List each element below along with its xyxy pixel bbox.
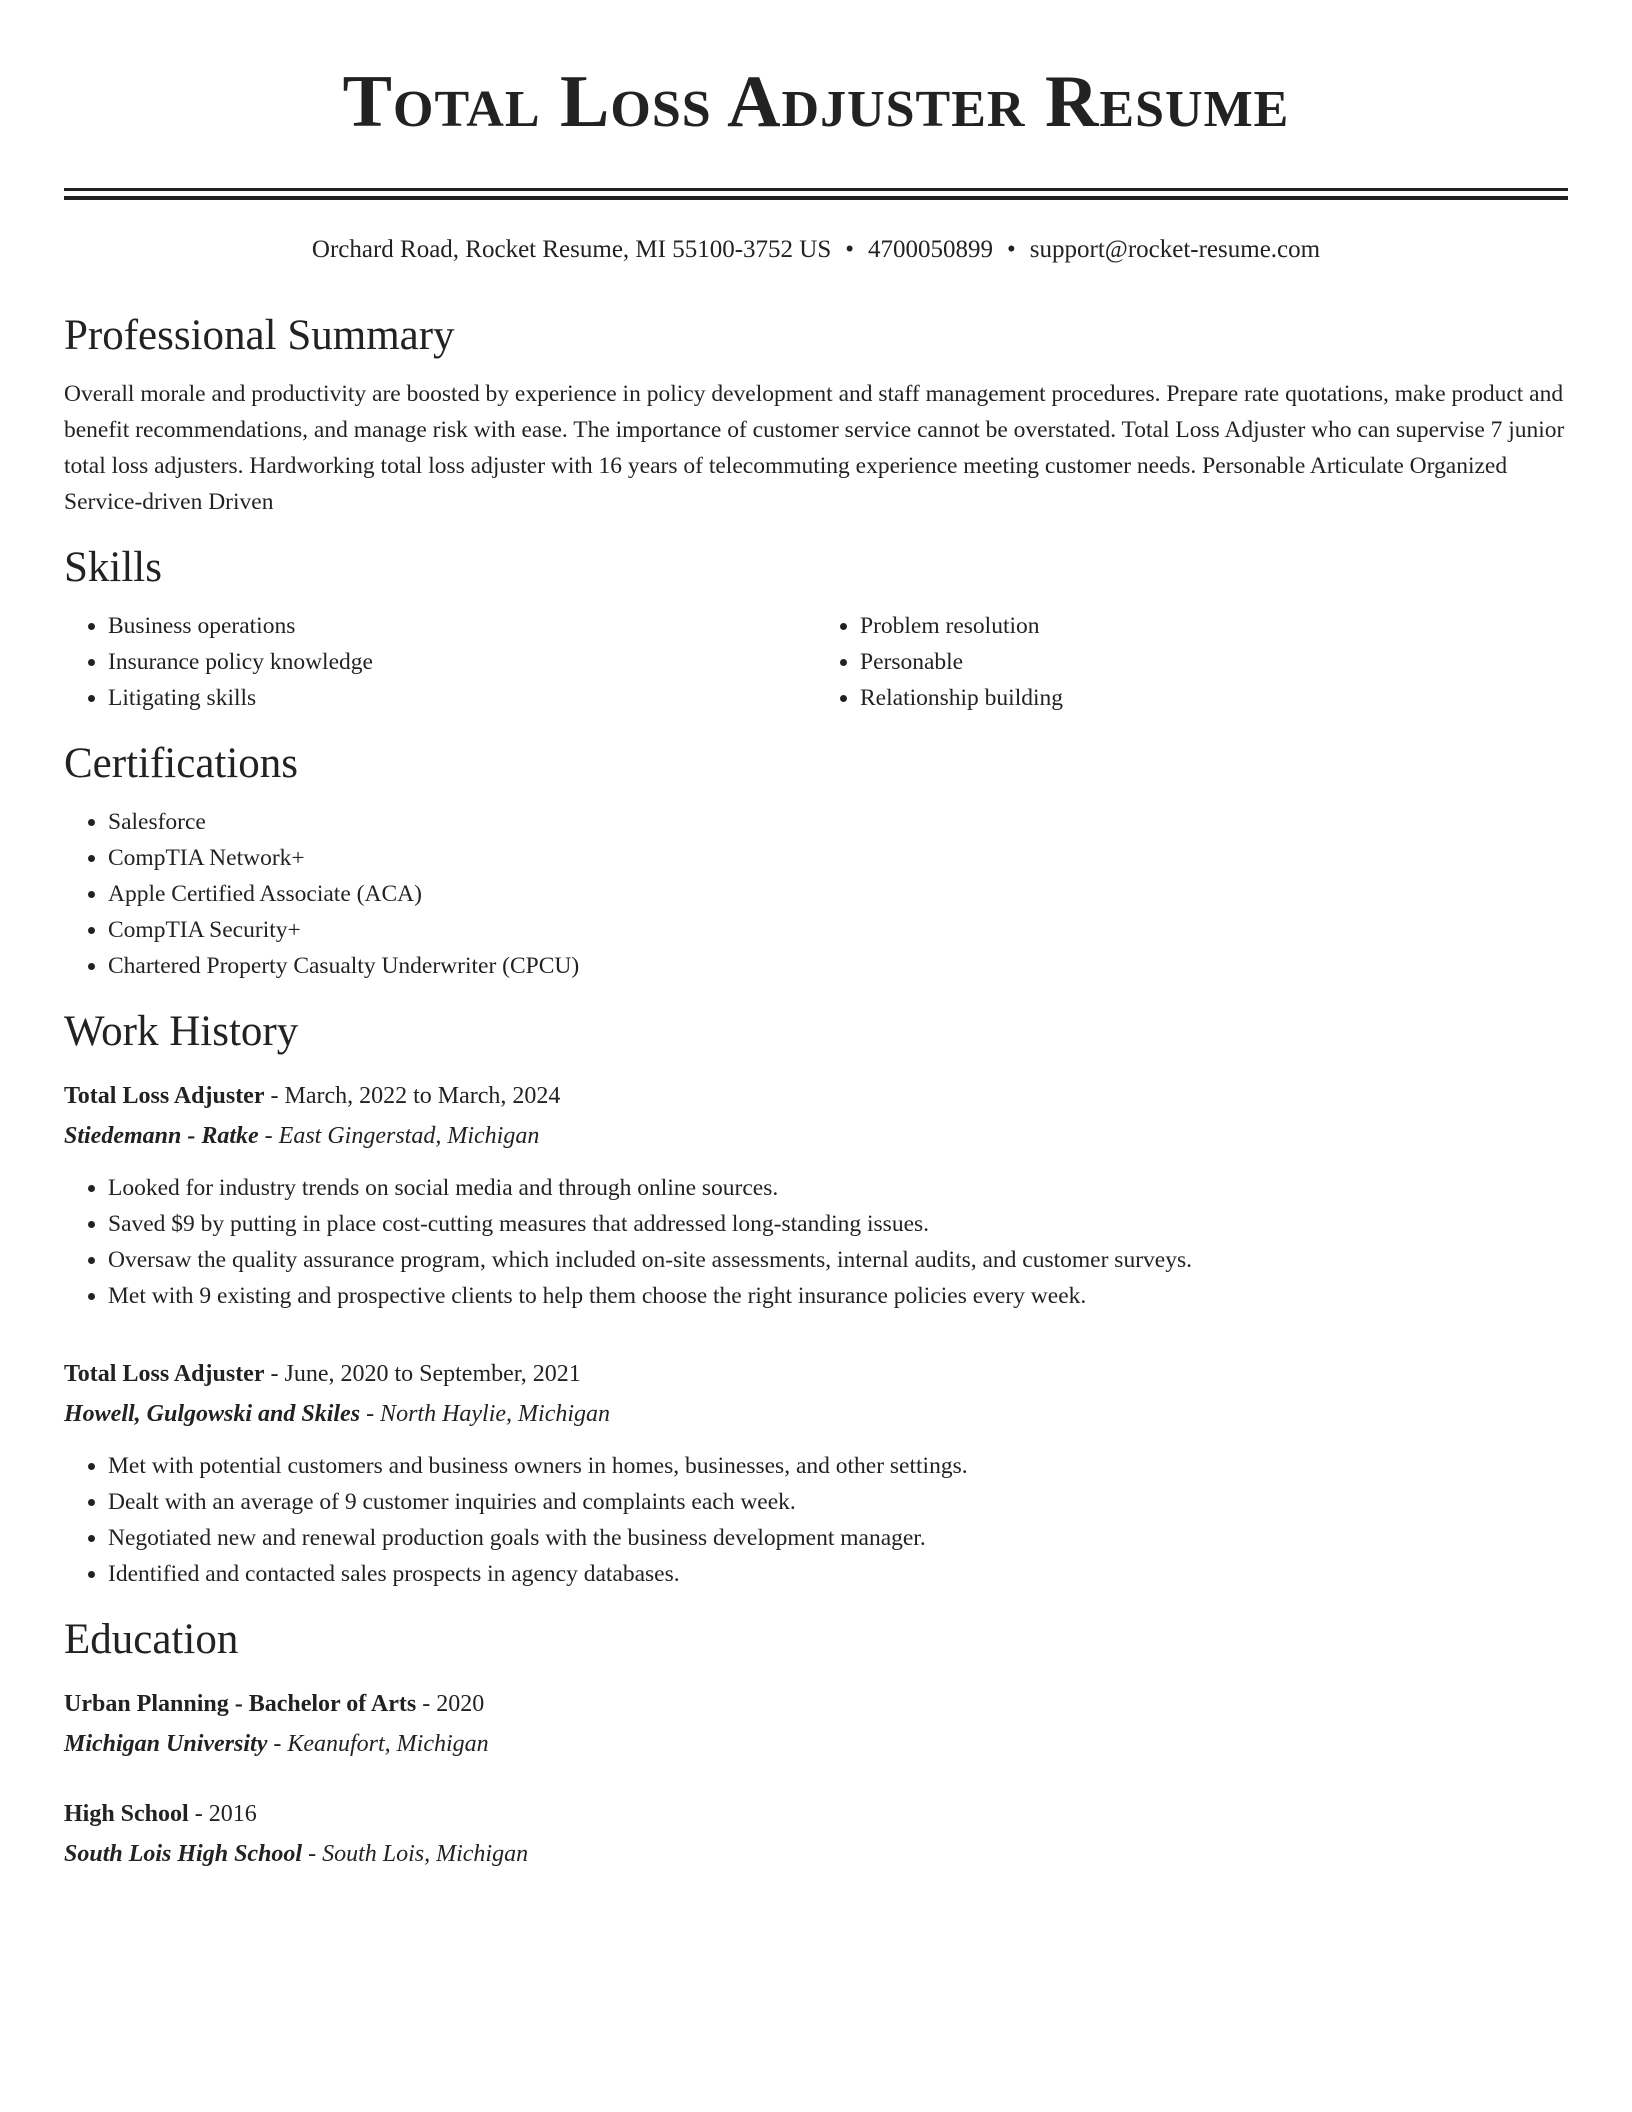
job-duties-list (64, 1170, 1568, 1314)
job-company: Stiedemann - Ratke (64, 1123, 259, 1149)
skill-item: • Litigating skills (108, 680, 816, 716)
summary-heading: Professional Summary (64, 312, 455, 359)
graduation-year: - 2016 (188, 1801, 257, 1827)
job-duty-item: • Met with potential customers and business owners in homes, businesses, and other settings. (108, 1448, 1568, 1484)
job-duty-item: • Looked for industry trends on social media and through online sources. (108, 1170, 1568, 1206)
job-title: Total Loss Adjuster (64, 1361, 265, 1387)
job-dates: - June, 2020 to September, 2021 (264, 1361, 581, 1387)
work-history-heading: Work History (64, 1008, 299, 1055)
education-section (64, 1614, 1568, 1874)
job-location: - North Haylie, Michigan (360, 1401, 611, 1427)
job-title-line (64, 1076, 1568, 1116)
graduation-year: - 2020 (416, 1691, 485, 1717)
school-location: - Keanufort, Michigan (267, 1731, 489, 1757)
degree: Urban Planning - Bachelor of Arts (64, 1691, 417, 1717)
job-duties-list (64, 1448, 1568, 1592)
contact-address: Orchard Road, Rocket Resume, MI 55100-3752 US (311, 236, 832, 263)
degree-line (64, 1684, 1568, 1724)
job-duty-item: • Identified and contacted sales prospects in agency databases. (108, 1556, 1568, 1592)
job-company: Howell, Gulgowski and Skiles (64, 1401, 361, 1427)
skill-item: • Relationship building (860, 680, 1568, 716)
title-divider-thick (64, 196, 1568, 200)
job-duty-item: • Negotiated new and renewal production goals with the business development manager. (108, 1520, 1568, 1556)
contact-line (64, 232, 1568, 268)
job-company-line (64, 1394, 1568, 1434)
certification-item: • CompTIA Network+ (108, 840, 1568, 876)
education-entry (64, 1684, 1568, 1764)
contact-separator: • (1007, 236, 1016, 263)
school-location: - South Lois, Michigan (302, 1841, 529, 1867)
school-line (64, 1724, 1568, 1764)
skills-heading: Skills (64, 544, 162, 591)
certification-item: • Chartered Property Casualty Underwriter (CPCU) (108, 948, 1568, 984)
certification-item: • Salesforce (108, 804, 1568, 840)
skill-item: • Personable (860, 644, 1568, 680)
job-duty-item: • Saved $9 by putting in place cost-cutting measures that addressed long-standing issues. (108, 1206, 1568, 1242)
job-duty-item: • Dealt with an average of 9 customer inquiries and complaints each week. (108, 1484, 1568, 1520)
education-entry (64, 1794, 1568, 1874)
title-divider-thin (64, 188, 1568, 191)
job-location: - East Gingerstad, Michigan (258, 1123, 540, 1149)
certification-item: • Apple Certified Associate (ACA) (108, 876, 1568, 912)
job-title: Total Loss Adjuster (64, 1083, 265, 1109)
certifications-heading: Certifications (64, 740, 299, 787)
work-history-section (64, 1006, 1568, 1592)
contact-email: support@rocket-resume.com (1029, 236, 1321, 263)
summary-section (64, 310, 1568, 520)
skill-item: • Business operations (108, 608, 816, 644)
skills-list-right (816, 608, 1568, 716)
degree: High School (64, 1801, 189, 1827)
education-heading: Education (64, 1616, 239, 1663)
school-name: South Lois High School (64, 1841, 303, 1867)
contact-separator: • (845, 236, 855, 263)
job-entry (64, 1354, 1568, 1592)
job-company-line (64, 1116, 1568, 1156)
job-duty-item: • Met with 9 existing and prospective clients to help them choose the right insurance policies every week. (108, 1278, 1568, 1314)
job-entry (64, 1076, 1568, 1314)
certification-item: • CompTIA Security+ (108, 912, 1568, 948)
resume-title: Total Loss Adjuster Resume (342, 61, 1290, 143)
school-line (64, 1834, 1568, 1874)
contact-phone: 4700050899 (868, 236, 994, 263)
job-duty-item: • Oversaw the quality assurance program, which included on-site assessments, internal audits, and customer surveys. (108, 1242, 1568, 1278)
skills-grid (64, 608, 1568, 716)
certifications-section (64, 738, 1568, 984)
skills-list-left (64, 608, 816, 716)
school-name: Michigan University (64, 1731, 268, 1757)
skill-item: • Insurance policy knowledge (108, 644, 816, 680)
certifications-list (64, 804, 1568, 984)
skill-item: • Problem resolution (860, 608, 1568, 644)
degree-line (64, 1794, 1568, 1834)
job-title-line (64, 1354, 1568, 1394)
job-dates: - March, 2022 to March, 2024 (264, 1083, 561, 1109)
summary-text: Overall morale and productivity are boosted by experience in policy development and staff management procedures. Prepare rate quotations, make product and benefit recommendations, and manage risk with ease. The importance of customer service cannot be overstated. Total Loss Adjuster who can supervise 7 junior total loss adjusters. Hardworking total loss adjuster with 16 years of telecommuting experience meeting customer needs. Personable Articulate Organized Service-driven Driven (64, 381, 1565, 515)
skills-section (64, 542, 1568, 716)
